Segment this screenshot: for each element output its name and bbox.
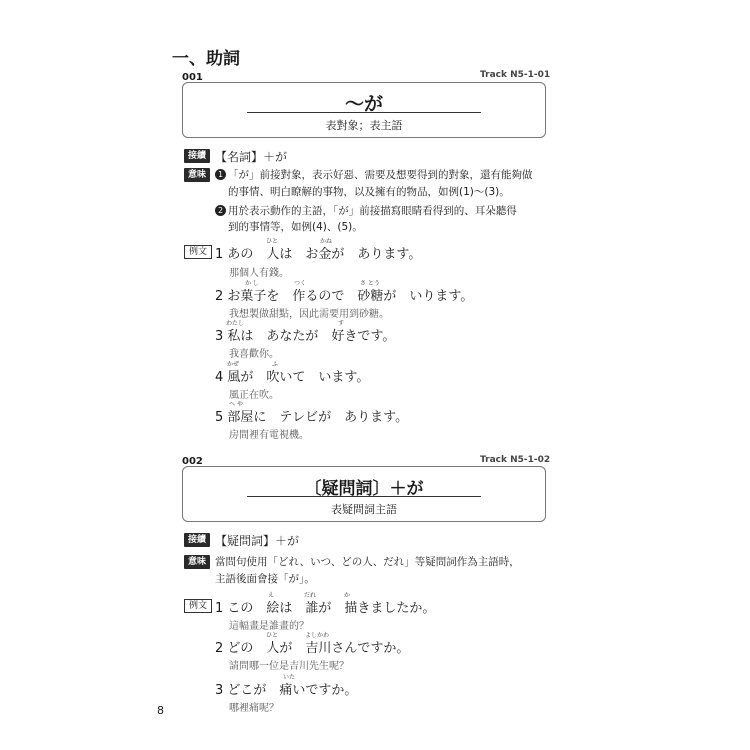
grammar-heading-box: [182, 466, 546, 522]
entry-number: 002: [182, 456, 203, 467]
meaning-line: [215, 167, 533, 182]
example-sentence: [215, 597, 435, 616]
furigana: いた: [283, 674, 296, 681]
examples-tag: 例文: [184, 245, 212, 259]
meaning-line: [215, 203, 517, 218]
example-translation: 房間裡有電視機。: [229, 430, 309, 441]
furigana: ひと: [266, 632, 279, 639]
example-sentence: [215, 406, 408, 425]
example-translation: 我喜歡你。: [229, 349, 279, 360]
furigana: か し: [245, 280, 259, 287]
furigana: す: [338, 320, 345, 327]
meaning-marker: 1: [215, 169, 226, 180]
example-sentence: [215, 243, 421, 262]
track-label: Track N5-1-01: [480, 70, 551, 80]
example-number: 1: [215, 247, 224, 262]
furigana: つく: [294, 280, 307, 287]
furigana: か: [344, 592, 351, 599]
meaning-tag: 意味: [184, 168, 210, 182]
furigana: かぜ: [227, 361, 240, 368]
example-number: 4: [215, 370, 224, 385]
example-translation: 這幅畫是誰畫的？: [229, 621, 309, 632]
example-sentence: [215, 325, 395, 344]
example-japanese: 私は あなたが 好きです。: [227, 329, 396, 344]
meaning-text: 「が」前接對象，表示好惡、需要及想要得到的對象，還有能夠做: [228, 169, 533, 181]
example-number: 5: [215, 410, 224, 425]
example-translation: 那個人有錢。: [229, 268, 289, 279]
example-japanese: 風が 吹いて います。: [227, 370, 370, 385]
example-translation: 風正在吹。: [229, 390, 279, 401]
example-sentence: [215, 637, 409, 656]
example-japanese: どの 人が 吉川さんですか。: [227, 641, 410, 656]
grammar-heading: ～が: [344, 93, 383, 115]
example-japanese: この 絵は 誰が 描きましたか。: [227, 601, 436, 616]
connection-text: 【名詞】＋が: [215, 150, 288, 164]
grammar-heading: 〔疑問詞〕＋が: [304, 479, 424, 499]
examples-tag: 例文: [184, 599, 212, 613]
connection-tag: 接續: [184, 149, 210, 163]
furigana: へ や: [229, 401, 243, 408]
example-japanese: 部屋に テレビが あります。: [227, 410, 409, 425]
example-number: 1: [215, 601, 224, 616]
example-translation: 請問哪一位是吉川先生呢？: [229, 661, 349, 672]
furigana: かね: [320, 238, 333, 245]
furigana: よしかわ: [305, 632, 330, 639]
connection-tag: 接續: [184, 533, 210, 547]
example-sentence: [215, 366, 369, 385]
connection-text: 【疑問詞】＋が: [215, 534, 300, 548]
grammar-subheading: 表對象；表主語: [325, 119, 403, 132]
section-title: 一、助詞: [172, 49, 240, 69]
grammar-heading-box: [182, 82, 546, 138]
meaning-line: 到的事情等，如例(4)、(5)。: [228, 221, 363, 233]
furigana: ふ: [272, 361, 279, 368]
heading-rule: [247, 496, 481, 497]
furigana: さ とう: [360, 280, 380, 287]
track-label: Track N5-1-02: [480, 455, 551, 465]
example-japanese: どこが 痛いですか。: [227, 683, 358, 698]
example-sentence: [215, 285, 473, 304]
example-japanese: あの 人は お金が あります。: [227, 247, 422, 262]
entry-number: 001: [182, 72, 203, 83]
furigana: ひと: [266, 238, 279, 245]
example-number: 2: [215, 289, 224, 304]
example-sentence: [215, 679, 357, 698]
heading-rule: [247, 112, 481, 113]
example-japanese: お菓子を 作るので 砂糖が いります。: [227, 289, 474, 304]
grammar-subheading: 表疑問詞主語: [331, 503, 397, 516]
meaning-tag: 意味: [184, 555, 210, 569]
page-number: 8: [157, 704, 164, 717]
example-number: 2: [215, 641, 224, 656]
example-translation: 哪裡痛呢？: [229, 703, 279, 714]
meaning-text: 用於表示動作的主語，「が」前接描寫眼睛看得到的、耳朵聽得: [228, 205, 517, 217]
example-translation: 我想製做甜點，因此需要用到砂糖。: [229, 309, 389, 320]
meaning-line: 當問句使用「どれ、いつ、どの人、だれ」等疑問詞作為主語時，: [215, 556, 520, 568]
furigana: わたし: [226, 320, 245, 327]
meaning-line: 的事情、明白瞭解的事物，以及擁有的物品，如例(1)〜(3)。: [228, 186, 510, 198]
example-number: 3: [215, 683, 224, 698]
meaning-marker: 2: [215, 205, 226, 216]
furigana: え: [268, 592, 275, 599]
meaning-line: 主語後面會接「が」。: [215, 573, 315, 585]
example-number: 3: [215, 329, 224, 344]
furigana: だれ: [304, 592, 317, 599]
